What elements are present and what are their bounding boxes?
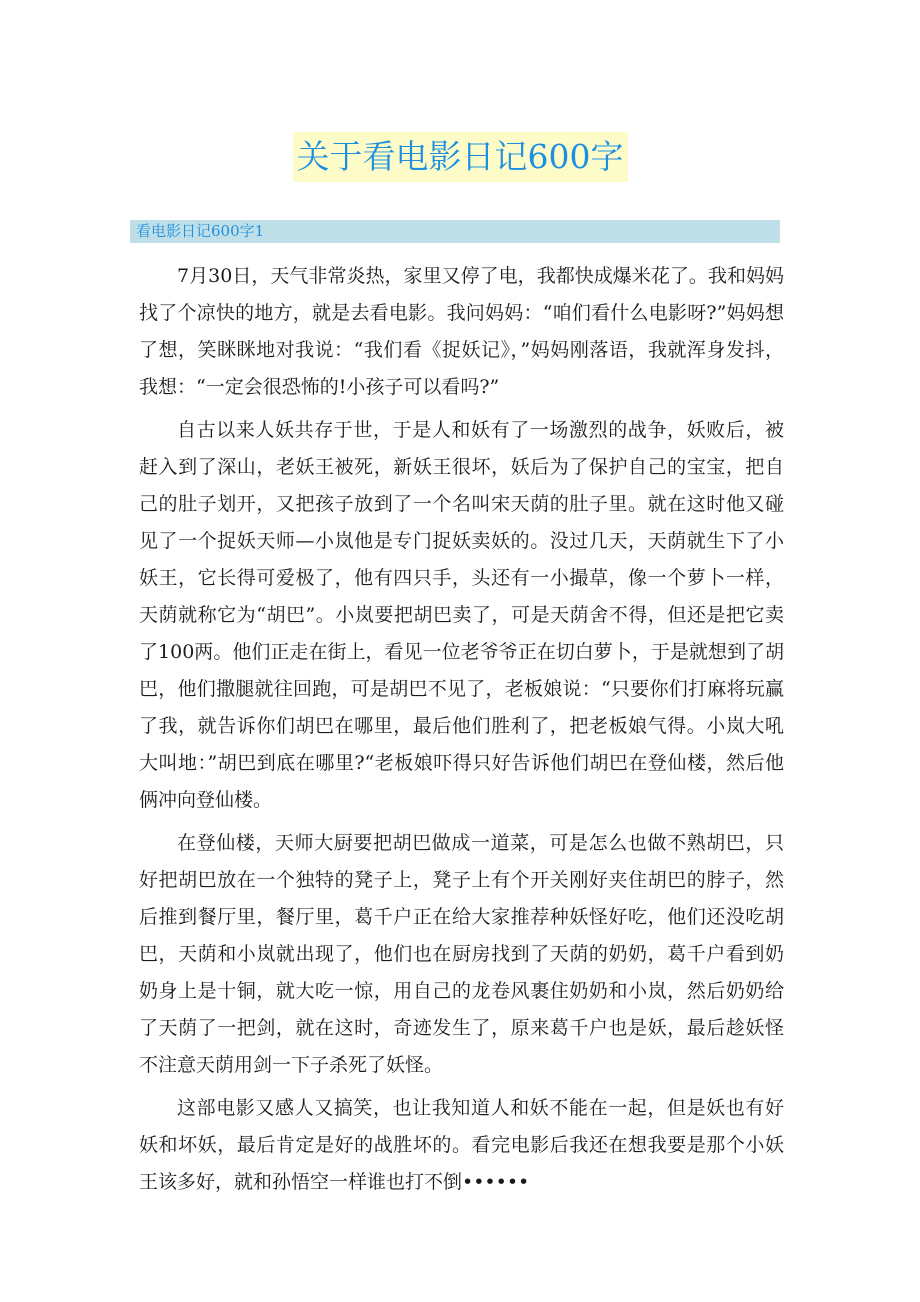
paragraph-1: 7月30日，天气非常炎热，家里又停了电，我都快成爆米花了。我和妈妈找了个凉快的地方，就是去看电影。我问妈妈：“咱们看什么电影呀?”妈妈想了想，笑眯眯地对我说：“我们看《捉妖记》，”妈妈刚落语，我就浑身发抖，我想：“一定会很恐怖的!小孩子可以看吗?” [139, 265, 784, 398]
paragraph-4: 这部电影又感人又搞笑，也让我知道人和妖不能在一起，但是妖也有好妖和坏妖，最后肯定是好的战胜坏的。看完电影后我还在想我要是那个小妖王该多好，就和孙悟空一样谁也打不倒•••••• [139, 1097, 784, 1193]
document-title: 关于看电影日记600字 [293, 132, 628, 182]
article-body [139, 258, 784, 1207]
paragraph-2: 自古以来人妖共存于世，于是人和妖有了一场激烈的战争，妖败后，被赶入到了深山，老妖王被死，新妖王很坏，妖后为了保护自己的宝宝，把自己的肚子划开，又把孩子放到了一个名叫宋天荫的肚子里。就在这时他又碰见了一个捉妖天师—小岚他是专门捉妖卖妖的。没过几天，天荫就生下了小妖王，它长得可爱极了，他有四只手，头还有一小撮草，像一个萝卜一样，天荫就称它为“胡巴”。小岚要把胡巴卖了，可是天荫舍不得，但还是把它卖了100两。他们正走在街上，看见一位老爷爷正在切白萝卜，于是就想到了胡巴，他们撒腿就往回跑，可是胡巴不见了，老板娘说：“只要你们打麻将玩赢了我，就告诉你们胡巴在哪里，最后他们胜利了，把老板娘气得。小岚大吼大叫地：”胡巴到底在哪里?“老板娘吓得只好告诉他们胡巴在登仙楼，然后他俩冲向登仙楼。 [139, 419, 784, 811]
document-title-wrapper [0, 132, 920, 182]
section-heading: 看电影日记600字1 [130, 220, 780, 243]
paragraph-3: 在登仙楼，天师大厨要把胡巴做成一道菜，可是怎么也做不熟胡巴，只好把胡巴放在一个独特的凳子上，凳子上有个开关刚好夹住胡巴的脖子，然后推到餐厅里，餐厅里，葛千户正在给大家推荐种妖怪好吃，他们还没吃胡巴，天荫和小岚就出现了，他们也在厨房找到了天荫的奶奶，葛千户看到奶奶身上是十铜，就大吃一惊，用自己的龙卷风裹住奶奶和小岚，然后奶奶给了天荫了一把剑，就在这时，奇迹发生了，原来葛千户也是妖，最后趁妖怪不注意天荫用剑一下子杀死了妖怪。 [139, 832, 784, 1076]
